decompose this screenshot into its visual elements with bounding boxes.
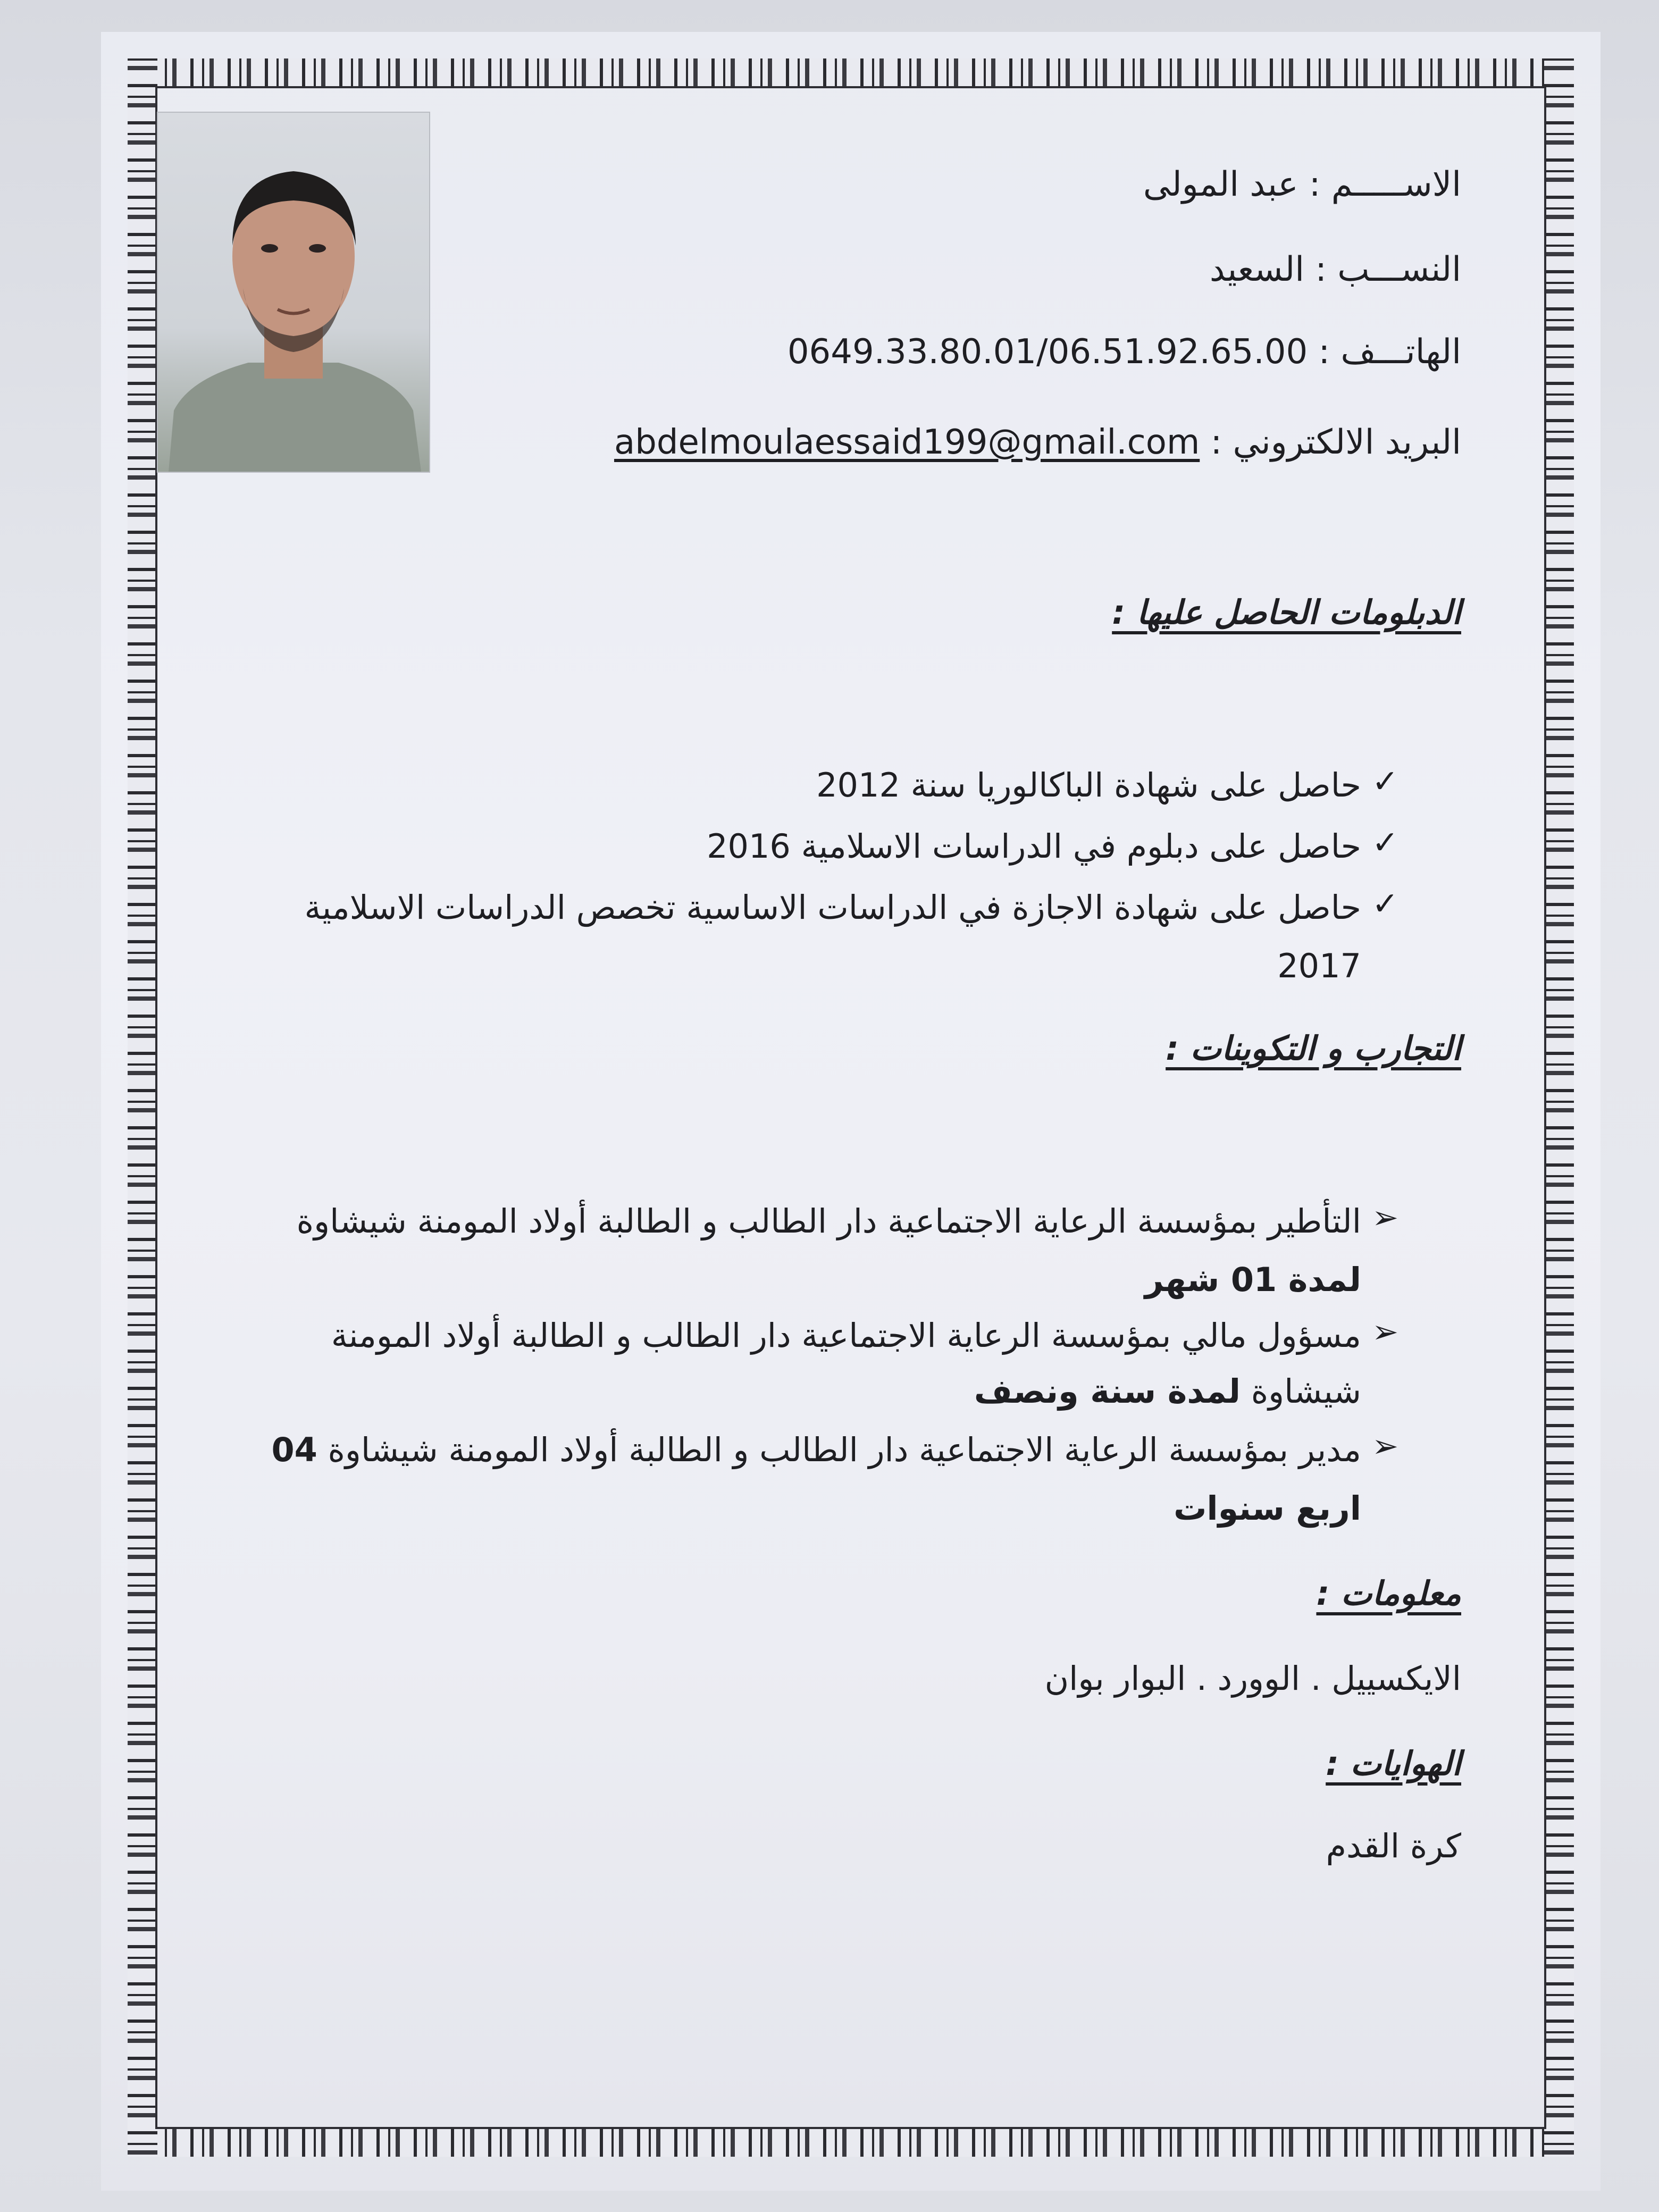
name-label: الاســـــم :: [1309, 165, 1461, 204]
arrow-bullet-icon: ➢: [1372, 1428, 1399, 1465]
experience-item: [271, 1430, 1361, 1469]
experience-item-cont: [974, 1372, 1361, 1411]
hobbies-value: كرة القدم: [1326, 1826, 1461, 1865]
experience-item: مسؤول مالي بمؤسسة الرعاية الاجتماعية دار الطالب و الطالبة أولاد المومنة: [331, 1316, 1361, 1355]
experience-item: التأطير بمؤسسة الرعاية الاجتماعية دار الطالب و الطالبة أولاد المومنة شيشاوة: [296, 1202, 1361, 1241]
surname-value: السعيد: [1209, 250, 1304, 289]
arrow-bullet-icon: ➢: [1372, 1313, 1399, 1351]
email-row: [614, 423, 1461, 462]
arrow-bullet-icon: ➢: [1372, 1199, 1399, 1236]
experience-text: مدير بمؤسسة الرعاية الاجتماعية دار الطالب و الطالبة أولاد المومنة شيشاوة: [328, 1430, 1361, 1469]
email-label: البريد الالكتروني :: [1210, 423, 1461, 462]
diplomas-heading: الدبلومات الحاصل عليها :: [1112, 593, 1461, 632]
person-portrait-icon: [158, 113, 429, 472]
surname-row: [1210, 250, 1461, 289]
experience-duration: اربع سنوات: [1174, 1489, 1361, 1528]
check-icon: ✓: [1372, 824, 1399, 861]
skills-heading: معلومات :: [1316, 1574, 1461, 1613]
diploma-item: حاصل على شهادة الاجازة في الدراسات الاساسية تخصص الدراسات الاسلامية: [304, 888, 1361, 927]
email-link[interactable]: abdelmoulaessaid199@gmail.com: [614, 423, 1200, 462]
check-icon: ✓: [1372, 763, 1399, 800]
phone-row: [787, 332, 1461, 372]
diploma-item: حاصل على دبلوم في الدراسات الاسلامية 2016: [707, 827, 1361, 866]
experience-years-number: 04: [271, 1430, 317, 1469]
name-row: [1143, 165, 1461, 204]
phone-value: 0649.33.80.01/06.51.92.65.00: [787, 332, 1308, 372]
experience-duration: لمدة 01 شهر: [1144, 1260, 1361, 1299]
experience-heading: التجارب و التكوينات :: [1166, 1029, 1461, 1068]
skills-value: الايكسييل . الوورد . البوار بوان: [1044, 1659, 1461, 1698]
profile-photo: [157, 112, 430, 473]
experience-place: شيشاوة: [1251, 1372, 1361, 1411]
name-value: عبد المولى: [1143, 165, 1298, 204]
experience-duration: لمدة سنة ونصف: [974, 1372, 1241, 1411]
phone-label: الهاتـــف :: [1318, 332, 1461, 372]
hobbies-heading: الهوايات :: [1326, 1744, 1461, 1783]
surname-label: النســـب :: [1315, 250, 1461, 289]
diploma-item: حاصل على شهادة الباكالوريا سنة 2012: [816, 766, 1361, 805]
diploma-item-year: 2017: [1277, 946, 1361, 985]
check-icon: ✓: [1372, 885, 1399, 923]
